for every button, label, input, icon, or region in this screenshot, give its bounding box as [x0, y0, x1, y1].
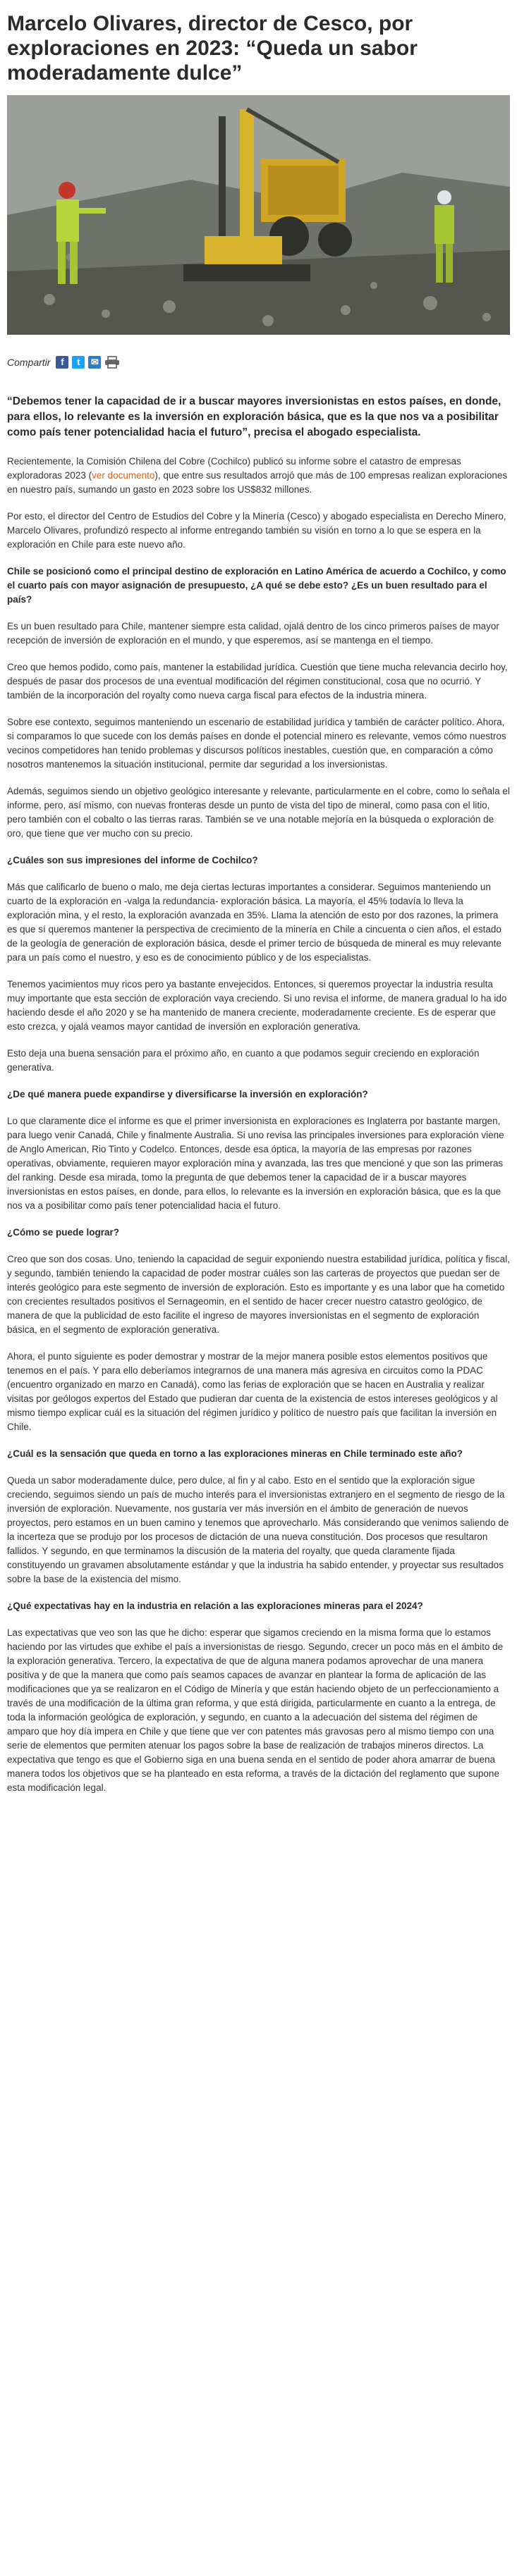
intro-paragraph-2: Por esto, el director del Centro de Estudios del Cobre y la Minería (Cesco) y abogado especialista en Derecho Minero, Marcelo Olivares, profundizó respecto al informe entregando también su visión en torno a lo que se espera en la exploración en Chile para este nuevo año.: [7, 511, 506, 550]
answer-paragraph: Ahora, el punto siguiente es poder demostrar y mostrar de la mejor manera posible estos elementos positivos que tenemos en el país. Y para ello deberíamos integrarnos de una manera más agresiva en circuitos como la PDAC (encuentro organizado en marzo en Canadá), como las ferias de exploración que se hacen en Australia y realizar visitas por geólogos expertos del Estado que pudieran dar cuenta de la existencia de estos intereses geológicos y al mismo tiempo explicar cuál es la situación del régimen jurídico y político de nuestro país que facilitan la inversión en Chile.: [7, 1351, 498, 1432]
share-bar: [7, 353, 510, 371]
twitter-icon[interactable]: t: [72, 356, 85, 369]
article: [7, 0, 510, 1795]
answer-paragraph: Creo que hemos podido, como país, mantener la estabilidad jurídica. Cuestión que tiene mucha relevancia decirlo hoy, después de pasar dos procesos de una eventual modificación del régimen constitucional, cosa que no ocurrió. Y también de la incorporación del royalty como nueva carga fiscal para efectos de la industria minera.: [7, 662, 508, 701]
answer-paragraph: Es un buen resultado para Chile, mantener siempre esta calidad, ojalá dentro de los cinco primeros países de mayor recepción de inversión de exploración en el mundo, y que esperemos, así se mantenga en el tiempo.: [7, 621, 499, 646]
question-4: ¿Cómo se puede lograr?: [7, 1227, 120, 1238]
intro-paragraph-1: Recientemente, la Comisión Chilena del Cobre (Cochilco) publicó su informe sobre el catastro de empresas exploradoras 2023 (ver documento), que entre sus resultados arrojó que más de 100 empresas realizan exploraciones en nuestro país, sumando un gasto en 2023 sobre los US$832 millones.: [7, 456, 508, 495]
facebook-icon[interactable]: f: [56, 356, 68, 369]
email-icon[interactable]: ✉: [88, 356, 101, 369]
question-2: ¿Cuáles son sus impresiones del informe de Cochilco?: [7, 855, 258, 865]
question-5: ¿Cuál es la sensación que queda en torno a las exploraciones mineras en Chile terminado este año?: [7, 1448, 463, 1459]
drilling-rig-photo: [7, 95, 510, 335]
answer-paragraph: Esto deja una buena sensación para el próximo año, en cuanto a que podamos seguir creciendo en exploración generativa.: [7, 1048, 480, 1073]
answer-paragraph: Tenemos yacimientos muy ricos pero ya bastante envejecidos. Entonces, si queremos proyectar la industria resulta muy importante que esta sección de exploración vaya creciendo. Si uno revisa el informe, de manera gradual lo ha ido haciendo desde el año 2020 y se ha mantenido de manera creciente, moderadamente creciente. Es de esperar que esto crezca, y ojalá veamos mayor cantidad de inversión en exploración generativa.: [7, 979, 507, 1032]
share-label: Compartir: [7, 357, 51, 368]
question-3: ¿De qué manera puede expandirse y diversificarse la inversión en exploración?: [7, 1089, 368, 1099]
document-link[interactable]: ver documento: [92, 470, 155, 481]
article-lead: “Debemos tener la capacidad de ir a buscar mayores inversionistas en estos países, en donde, para ellos, lo relevante es la inversión en exploración básica, que es la que nos va a posibilitar como país tener potencialidad hacia el futuro”, precisa el abogado especialista.: [7, 395, 501, 438]
print-icon[interactable]: [104, 356, 120, 369]
answer-paragraph: Lo que claramente dice el informe es que el primer inversionista en exploraciones es Inglaterra por bastante margen, para luego venir Canadá, Chile y finalmente Australia. Si uno revisa las principales inversiones para exploración viene de Anglo American, Rio Tinto y Codelco. Entonces, desde esa óptica, la mayoría de las empresas por razones operativas, obviamente, requieren mayor exploración mina y avanzada, las tres que mencioné y que son las primeras del ranking. Desde esa mirada, tomo la pregunta de que debemos tener la capacidad de ir a buscar mayores inversionistas en estos países, en donde, para ellos, lo relevante es la inversión en exploración básica, que es la que nos va a posibilitar como país tener potencialidad hacia el futuro.: [7, 1116, 504, 1211]
answer-paragraph: Sobre ese contexto, seguimos manteniendo un escenario de estabilidad jurídica y también de carácter político. Ahora, si comparamos lo que sucede con los demás países en donde el potencial minero es relevante, vemos cómo nuestros vecinos competidores han tenido problemas y discursos políticos inestables, cuestión que, en comparación a cómo nosotros mantenemos la situación institucional, permite dar seguridad a los inversionistas.: [7, 717, 506, 770]
answer-paragraph: Además, seguimos siendo un objetivo geológico interesante y relevante, particularmente en el cobre, como lo señala el informe, pero, así mismo, con nuevas fronteras desde un punto de vista del tipo de mineral, como pasa con el litio, pero también con el cobalto o las tierras raras. También se ve una notable mejoría en la búsqueda o exploración de oro, que tiene que ver mucho con su precio.: [7, 786, 510, 839]
question-6: ¿Qué expectativas hay en la industria en relación a las exploraciones mineras para el 2024?: [7, 1601, 423, 1611]
answer-paragraph: Más que calificarlo de bueno o malo, me deja ciertas lecturas importantes a considerar. Seguimos manteniendo un cuarto de la exploración en -valga la redundancia- exploración básica. La mayoría, el 45% todavía lo lleva la exploración mina, y el resto, la exploración avanzada en 35%. Llama la atención de esto por dos razones, la primera es que sí queremos mantener la perspectiva de crecimiento de la minería en Chile a cincuenta o cien años, el estado de la geología de generación de exploración básica, desde el primer tercio de búsqueda de mineral es muy relevante para un país como el nuestro, y eso es de conocimiento público y de los especialistas.: [7, 882, 501, 963]
answer-paragraph: Creo que son dos cosas. Uno, teniendo la capacidad de seguir exponiendo nuestra estabilidad jurídica, política y fiscal, y segundo, también teniendo la capacidad de poder mostrar cuáles son las carteras de proyectos que puedan ser de interés geológico para este segmento de inversión de exploración. Esto es importante y es una labor que ha cometido con crecientes resultados positivos el Sernageomin, en el sentido de hacer crecer nuestro catastro geológico, de manera de que la publicidad de esto facilite el ingreso de mayores inversionistas en el segmento de exploración básica, en el segmento de exploración generativa.: [7, 1254, 510, 1335]
article-title: Marcelo Olivares, director de Cesco, por exploraciones en 2023: “Queda un sabor moderadamente dulce”: [7, 12, 418, 85]
hero-image: [7, 95, 510, 335]
answer-paragraph: Queda un sabor moderadamente dulce, pero dulce, al fin y al cabo. Esto en el sentido que la exploración sigue creciendo, seguimos siendo un país de mucho interés para el inversionistas extranjero en el segmento de riesgo de la inversión de exploración. Nuevamente, nos gustaría ver más inversión en el ámbito de generación de nuevos proyectos, pero estamos en un buen camino y tenemos que aprovecharlo. Más considerando que venimos saliendo de la incerteza que se produjo por los procesos de dictación de una nueva constitución. Dos procesos que resultaron fallidos. Y segundo, en que terminamos la discusión de la materia del royalty, que queda claramente fijada constituyendo un gravamen absolutamente estándar y que la industria ha sabido entender, y proyectar sus resultados sobre la base de la existencia del mismo.: [7, 1475, 509, 1584]
question-1: Chile se posicionó como el principal destino de exploración en Latino América de acuerdo a Cochilco, y como el cuarto país con mayor asignación de presupuesto, ¿A qué se debe esto? ¿Es un buen resultado para el país?: [7, 566, 506, 605]
answer-paragraph: Las expectativas que veo son las que he dicho: esperar que sigamos creciendo en la misma forma que lo estamos haciendo por las virtudes que exhibe el país a inversionistas de riesgo. Segundo, crecer un poco más en el ámbito de la exploración generativa. Tercero, la expectativa de que de alguna manera podamos aprovechar de una manera positiva y de que la manera que como país seamos capaces de avanzar en plantear la forma de aplicación de las modificaciones que ya se realizaron en el Código de Minería y que están haciendo objeto de un perfeccionamiento a través de una modificación de la última gran reforma, y que está dirigida, particularmente en cuanto a la entrega, de toda la información geológica de exploración, y segundo, en cuanto a la adecuación del sistema del régimen de amparo que hoy día impera en Chile y que tiene que ver con patentes más gravosas pero al mismo tiempo con una serie de elementos que permiten atenuar los pagos sobre la base de realización de trabajos mineros directos. La expectativa que tengo es que el Gobierno siga en una buena senda en el sentido de poder ahora amarrar de buena manera todos los objetivos que se ha planteado en esta reforma, a través de la dictación del reglamento que supone esta modificación legal.: [7, 1627, 504, 1793]
